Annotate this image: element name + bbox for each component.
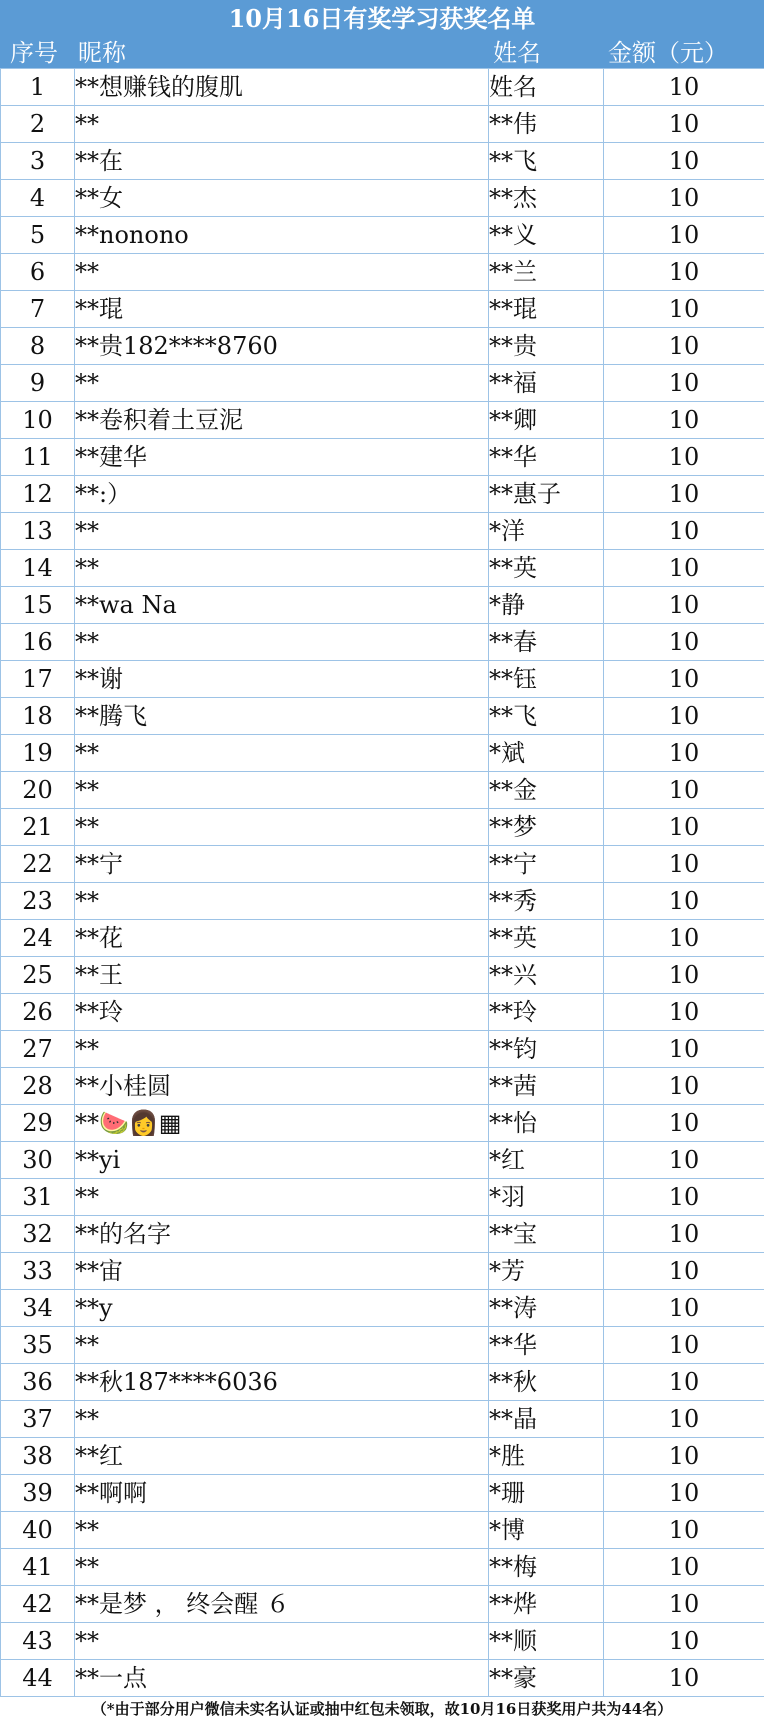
row-name: **福 [489,365,604,402]
row-no: 12 [1,476,75,513]
table-row [1,1475,764,1512]
row-no: 9 [1,365,75,402]
table-row [1,143,764,180]
row-name: **兴 [489,957,604,994]
row-nickname: **建华 [75,439,489,476]
row-no: 31 [1,1179,75,1216]
row-name: *洋 [489,513,604,550]
row-amount: 10 [604,1253,764,1290]
row-amount: 10 [604,180,764,217]
row-no: 35 [1,1327,75,1364]
row-amount: 10 [604,587,764,624]
row-name: **贵 [489,328,604,365]
winner-table [0,68,764,1697]
row-name: **秀 [489,883,604,920]
row-name: **飞 [489,143,604,180]
row-no: 27 [1,1031,75,1068]
row-amount: 10 [604,1290,764,1327]
row-no: 8 [1,328,75,365]
row-name: **涛 [489,1290,604,1327]
row-nickname: ** [75,254,489,291]
row-name: **华 [489,439,604,476]
row-no: 26 [1,994,75,1031]
row-no: 20 [1,772,75,809]
row-name: **飞 [489,698,604,735]
row-no: 34 [1,1290,75,1327]
row-nickname: **宁 [75,846,489,883]
row-amount: 10 [604,735,764,772]
row-no: 11 [1,439,75,476]
row-name: **顺 [489,1623,604,1660]
table-row [1,1586,764,1623]
table-row [1,846,764,883]
header-amount: 金额（元） [608,39,728,67]
row-name: 姓名 [489,69,604,106]
row-name: **豪 [489,1660,604,1697]
table-row [1,1290,764,1327]
table-row [1,661,764,698]
row-amount: 10 [604,550,764,587]
row-no: 14 [1,550,75,587]
row-nickname: **🍉👩▦ [75,1105,489,1142]
row-nickname: **卷积着土豆泥 [75,402,489,439]
table-row [1,513,764,550]
row-amount: 10 [604,1660,764,1697]
row-nickname: ** [75,772,489,809]
row-amount: 10 [604,1586,764,1623]
table-row [1,439,764,476]
row-name: **怡 [489,1105,604,1142]
row-amount: 10 [604,1475,764,1512]
row-name: **华 [489,1327,604,1364]
table-row [1,1216,764,1253]
row-name: *胜 [489,1438,604,1475]
row-amount: 10 [604,883,764,920]
row-nickname: **贵182****8760 [75,328,489,365]
row-nickname: **是梦 ， 终会醒 ６ [75,1586,489,1623]
row-no: 25 [1,957,75,994]
row-name: *博 [489,1512,604,1549]
table-row [1,698,764,735]
row-no: 28 [1,1068,75,1105]
table-row [1,1438,764,1475]
row-amount: 10 [604,1068,764,1105]
row-no: 21 [1,809,75,846]
row-nickname: **花 [75,920,489,957]
row-name: **春 [489,624,604,661]
table-row [1,809,764,846]
row-no: 18 [1,698,75,735]
row-nickname: **小桂圆 [75,1068,489,1105]
row-amount: 10 [604,624,764,661]
row-name: *静 [489,587,604,624]
row-no: 37 [1,1401,75,1438]
row-nickname: **yi [75,1142,489,1179]
row-no: 2 [1,106,75,143]
row-amount: 10 [604,1179,764,1216]
table-row [1,476,764,513]
row-amount: 10 [604,772,764,809]
row-name: **玲 [489,994,604,1031]
row-nickname: ** [75,624,489,661]
row-nickname: **想赚钱的腹肌 [75,69,489,106]
table-row [1,1068,764,1105]
row-no: 13 [1,513,75,550]
row-name: *珊 [489,1475,604,1512]
row-amount: 10 [604,476,764,513]
row-no: 39 [1,1475,75,1512]
table-row [1,920,764,957]
row-name: **卿 [489,402,604,439]
row-no: 7 [1,291,75,328]
table-row [1,1105,764,1142]
row-nickname: ** [75,513,489,550]
header-nickname: 昵称 [78,39,126,67]
table-row [1,1623,764,1660]
row-no: 43 [1,1623,75,1660]
row-amount: 10 [604,439,764,476]
table-row [1,735,764,772]
row-no: 17 [1,661,75,698]
row-amount: 10 [604,698,764,735]
table-row [1,180,764,217]
row-amount: 10 [604,291,764,328]
row-nickname: ** [75,1327,489,1364]
table-row [1,106,764,143]
row-amount: 10 [604,1512,764,1549]
row-amount: 10 [604,994,764,1031]
row-nickname: **秋187****6036 [75,1364,489,1401]
table-row [1,883,764,920]
row-amount: 10 [604,513,764,550]
table-row [1,957,764,994]
row-nickname: ** [75,550,489,587]
row-nickname: ** [75,106,489,143]
row-amount: 10 [604,809,764,846]
row-nickname: **:） [75,476,489,513]
table-row [1,328,764,365]
row-name: **琨 [489,291,604,328]
row-nickname: **nonono [75,217,489,254]
row-name: **英 [489,550,604,587]
row-no: 10 [1,402,75,439]
row-amount: 10 [604,920,764,957]
row-name: **兰 [489,254,604,291]
row-name: **杰 [489,180,604,217]
row-no: 15 [1,587,75,624]
table-row [1,1327,764,1364]
row-amount: 10 [604,69,764,106]
row-nickname: **在 [75,143,489,180]
row-amount: 10 [604,1549,764,1586]
row-nickname: **玲 [75,994,489,1031]
row-no: 5 [1,217,75,254]
row-no: 16 [1,624,75,661]
row-nickname: **琨 [75,291,489,328]
row-no: 22 [1,846,75,883]
table-row [1,1401,764,1438]
row-nickname: **啊啊 [75,1475,489,1512]
row-nickname: ** [75,1549,489,1586]
row-no: 29 [1,1105,75,1142]
table-row [1,772,764,809]
row-amount: 10 [604,661,764,698]
row-name: **钰 [489,661,604,698]
table-row [1,365,764,402]
row-amount: 10 [604,365,764,402]
row-no: 3 [1,143,75,180]
table-row [1,1253,764,1290]
row-amount: 10 [604,143,764,180]
row-nickname: ** [75,735,489,772]
row-nickname: **红 [75,1438,489,1475]
row-name: *羽 [489,1179,604,1216]
row-name: **晶 [489,1401,604,1438]
row-no: 41 [1,1549,75,1586]
row-amount: 10 [604,254,764,291]
row-no: 33 [1,1253,75,1290]
row-name: **义 [489,217,604,254]
table-row [1,1031,764,1068]
row-name: **伟 [489,106,604,143]
row-amount: 10 [604,1364,764,1401]
table-row [1,1364,764,1401]
row-no: 30 [1,1142,75,1179]
table-row [1,217,764,254]
row-amount: 10 [604,846,764,883]
row-nickname: **宙 [75,1253,489,1290]
header-no: 序号 [10,39,58,67]
header-name: 姓名 [493,39,541,67]
table-row [1,587,764,624]
row-nickname: **谢 [75,661,489,698]
row-name: **梦 [489,809,604,846]
row-amount: 10 [604,402,764,439]
row-nickname: ** [75,365,489,402]
row-name: *斌 [489,735,604,772]
row-no: 24 [1,920,75,957]
row-nickname: **女 [75,180,489,217]
row-no: 1 [1,69,75,106]
row-name: **梅 [489,1549,604,1586]
table-row [1,1660,764,1697]
row-nickname: **wa Na [75,587,489,624]
row-name: **金 [489,772,604,809]
table-row [1,1142,764,1179]
row-amount: 10 [604,106,764,143]
table-row [1,1549,764,1586]
row-nickname: ** [75,1031,489,1068]
row-nickname: ** [75,1623,489,1660]
table-row [1,994,764,1031]
page-title: 10月16日有奖学习获奖名单 [0,0,764,38]
table-row [1,624,764,661]
row-nickname: **腾飞 [75,698,489,735]
table-row [1,254,764,291]
table-header [0,38,764,68]
row-name: **英 [489,920,604,957]
row-nickname: **王 [75,957,489,994]
row-amount: 10 [604,1438,764,1475]
row-name: *芳 [489,1253,604,1290]
row-amount: 10 [604,1142,764,1179]
table-row [1,1512,764,1549]
row-name: *红 [489,1142,604,1179]
row-no: 44 [1,1660,75,1697]
row-amount: 10 [604,957,764,994]
row-amount: 10 [604,1031,764,1068]
row-no: 23 [1,883,75,920]
row-name: **茜 [489,1068,604,1105]
row-no: 36 [1,1364,75,1401]
row-nickname: ** [75,1512,489,1549]
row-nickname: ** [75,1401,489,1438]
table-row [1,402,764,439]
row-amount: 10 [604,1401,764,1438]
row-amount: 10 [604,1105,764,1142]
row-nickname: ** [75,809,489,846]
table-row [1,69,764,106]
row-nickname: ** [75,1179,489,1216]
row-no: 32 [1,1216,75,1253]
row-nickname: **的名字 [75,1216,489,1253]
row-amount: 10 [604,1623,764,1660]
row-amount: 10 [604,328,764,365]
row-no: 40 [1,1512,75,1549]
row-name: **钧 [489,1031,604,1068]
row-name: **烨 [489,1586,604,1623]
row-no: 42 [1,1586,75,1623]
row-no: 38 [1,1438,75,1475]
row-name: **惠子 [489,476,604,513]
row-nickname: **一点 [75,1660,489,1697]
row-amount: 10 [604,1327,764,1364]
row-no: 4 [1,180,75,217]
row-amount: 10 [604,1216,764,1253]
row-no: 6 [1,254,75,291]
row-nickname: **y [75,1290,489,1327]
row-name: **宝 [489,1216,604,1253]
row-name: **秋 [489,1364,604,1401]
table-row [1,291,764,328]
row-name: **宁 [489,846,604,883]
footnote: （*由于部分用户微信未实名认证或抽中红包未领取，故10月16日获奖用户共为44名） [91,1700,673,1718]
row-amount: 10 [604,217,764,254]
row-no: 19 [1,735,75,772]
row-nickname: ** [75,883,489,920]
table-row [1,1179,764,1216]
table-row [1,550,764,587]
